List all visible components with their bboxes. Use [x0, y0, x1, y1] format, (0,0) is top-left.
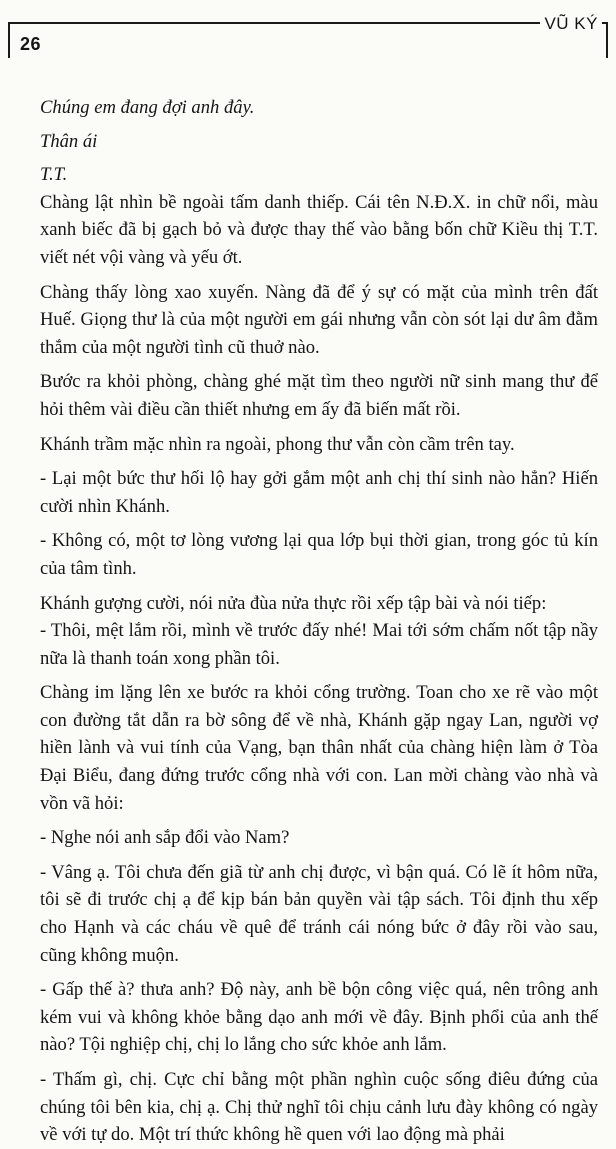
page-body	[40, 94, 598, 1149]
paragraph: - Thôi, mệt lắm rồi, mình về trước đấy nhé! Mai tới sớm chấm nốt tập nầy nữa là thanh toán xong phần tôi.	[40, 620, 598, 669]
paragraph: - Lại một bức thư hối lộ hay gởi gắm một anh chị thí sinh nào hẳn? Hiến cười nhìn Khánh.	[40, 468, 598, 517]
page-header	[0, 0, 616, 62]
page-number: 26	[20, 34, 42, 54]
paragraph: Chàng lật nhìn bề ngoài tấm danh thiếp. Cái tên N.Đ.X. in chữ nổi, màu xanh biếc đã bị gạch bỏ và được thay thế vào bằng bốn chữ Kiều thị T.T. viết nét vội vàng và yếu ớt.	[40, 191, 598, 268]
paragraph: Khánh trầm mặc nhìn ra ngoài, phong thư vẫn còn cầm trên tay.	[40, 433, 515, 455]
letter-closing: Thân ái	[40, 130, 98, 152]
paragraph: Khánh gượng cười, nói nửa đùa nửa thực rồi xếp tập bài và nói tiếp:	[40, 592, 547, 614]
paragraph: - Vâng ạ. Tôi chưa đến giã từ anh chị được, vì bận quá. Có lẽ ít hôm nữa, tôi sẽ đi trước chị ạ để kịp bán bản quyền vài tập sách. Tôi định thu xếp cho Hạnh và các cháu về quê để tránh cái nóng bức ở đây rồi vào sau, cũng không muộn.	[40, 861, 598, 966]
paragraph: - Thấm gì, chị. Cực chỉ bằng một phần nghìn cuộc sống điêu đứng của chúng tôi bên kia, chị ạ. Chị thử nghĩ tôi chịu cảnh lưu đày không có ngày về với tự do. Một trí thức không hề quen với lao động mà phải	[40, 1069, 598, 1146]
running-author: VŨ KÝ	[540, 14, 602, 34]
letter-signature: T.T.	[40, 164, 68, 186]
paragraph: Chàng im lặng lên xe bước ra khỏi cổng trường. Toan cho xe rẽ vào một con đường tắt dẫn ra bờ sông để về nhà, Khánh gặp ngay Lan, người vợ hiền lành và vui tính của Vạng, bạn thân nhất của chàng hiện làm ở Tòa Đại Biểu, đang đứng trước cổng nhà với con. Lan mời chàng vào nhà và vồn vã hỏi:	[40, 682, 598, 814]
paragraph: - Nghe nói anh sắp đổi vào Nam?	[40, 827, 290, 849]
paragraph: - Gấp thế à? thưa anh? Độ này, anh bề bộn công việc quá, nên trông anh kém vui và không khỏe bằng dạo anh mới về đây. Bịnh phổi của anh thế nào? Tội nghiệp chị, chị lo lắng cho sức khỏe anh lắm.	[40, 979, 598, 1056]
paragraph: - Không có, một tơ lòng vương lại qua lớp bụi thời gian, trong góc tủ kín của tâm tình.	[40, 530, 598, 579]
paragraph: Chàng thấy lòng xao xuyến. Nàng đã để ý sự có mặt của mình trên đất Huế. Giọng thư là của một người em gái nhưng vẫn còn sót lại dư âm đằm thắm của một người tình cũ thuở nào.	[40, 281, 598, 358]
letter-line: Chúng em đang đợi anh đây.	[40, 97, 255, 118]
header-frame	[8, 22, 608, 58]
paragraph: Bước ra khỏi phòng, chàng ghé mặt tìm theo người nữ sinh mang thư để hỏi thêm vài điều cần thiết nhưng em ấy đã biến mất rồi.	[40, 371, 598, 420]
